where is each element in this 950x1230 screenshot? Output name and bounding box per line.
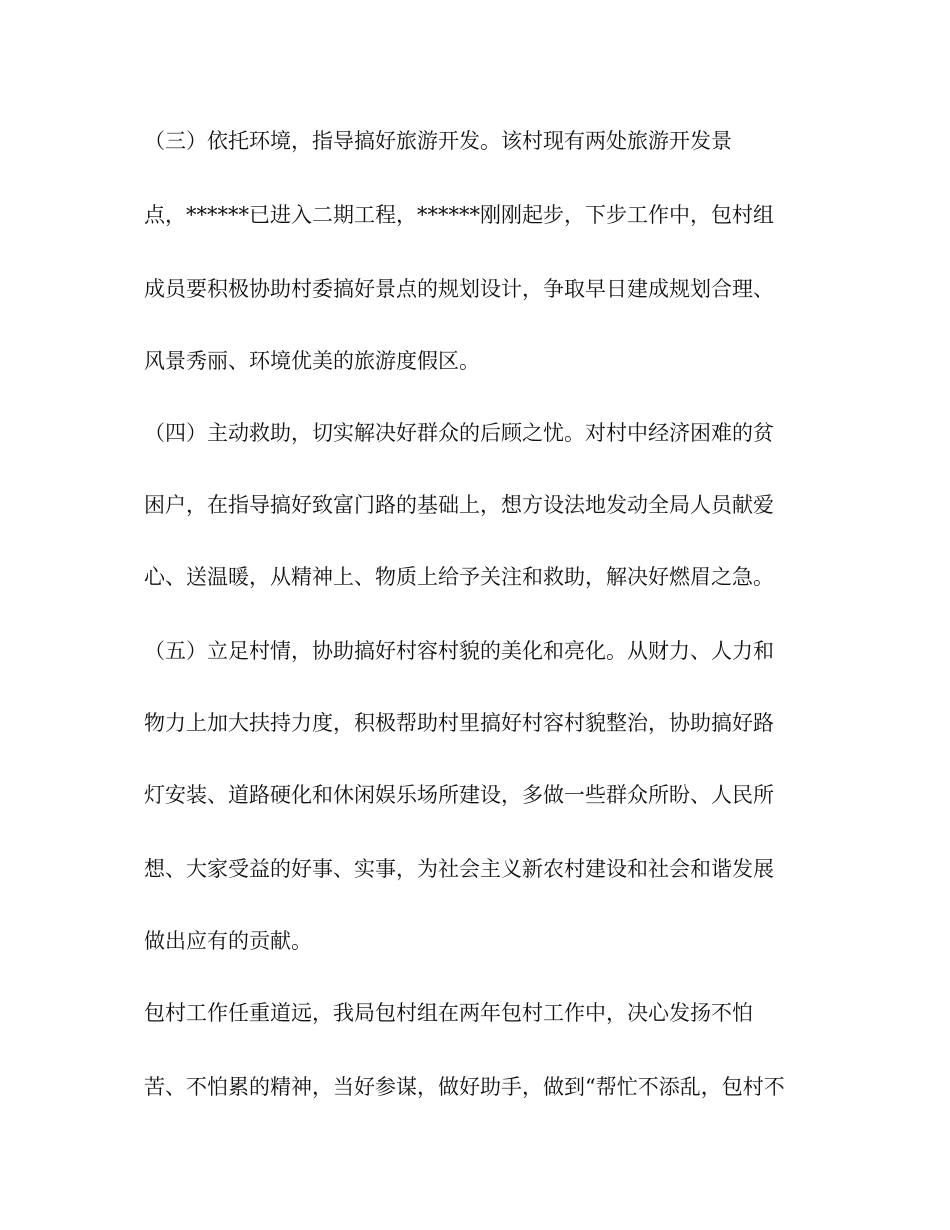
paragraph-5-line-1: （五）立足村情，协助搞好村容村貌的美化和亮化。从财力、人力和 <box>144 639 774 663</box>
paragraph-5-line-5: 做出应有的贡献。 <box>144 929 312 953</box>
paragraph-3-line-1: （三）依托环境，指导搞好旅游开发。该村现有两处旅游开发景 <box>144 129 732 153</box>
paragraph-4-line-2: 困户，在指导搞好致富门路的基础上，想方设法地发动全局人员献爱 <box>144 493 774 517</box>
paragraph-3-line-3: 成员要积极协助村委搞好景点的规划设计，争取早日建成规划合理、 <box>144 277 774 301</box>
paragraph-3-line-4: 风景秀丽、环境优美的旅游度假区。 <box>144 349 480 373</box>
paragraph-6-line-1: 包村工作任重道远，我局包村组在两年包村工作中，决心发扬不怕 <box>144 1001 753 1025</box>
paragraph-3-line-2: 点，******已进入二期工程，******刚刚起步，下步工作中，包村组 <box>144 203 774 227</box>
paragraph-6-line-2: 苦、不怕累的精神，当好参谋，做好助手，做到“帮忙不添乱，包村不 <box>144 1075 785 1099</box>
paragraph-5-line-3: 灯安装、道路硬化和休闲娱乐场所建设，多做一些群众所盼、人民所 <box>144 783 774 807</box>
paragraph-4-line-3: 心、送温暖，从精神上、物质上给予关注和救助，解决好燃眉之急。 <box>144 565 774 589</box>
paragraph-4-line-1: （四）主动救助，切实解决好群众的后顾之忧。对村中经济困难的贫 <box>144 421 774 445</box>
paragraph-5-line-2: 物力上加大扶持力度，积极帮助村里搞好村容村貌整治，协助搞好路 <box>144 711 774 735</box>
paragraph-5-line-4: 想、大家受益的好事、实事，为社会主义新农村建设和社会和谐发展 <box>144 857 774 881</box>
